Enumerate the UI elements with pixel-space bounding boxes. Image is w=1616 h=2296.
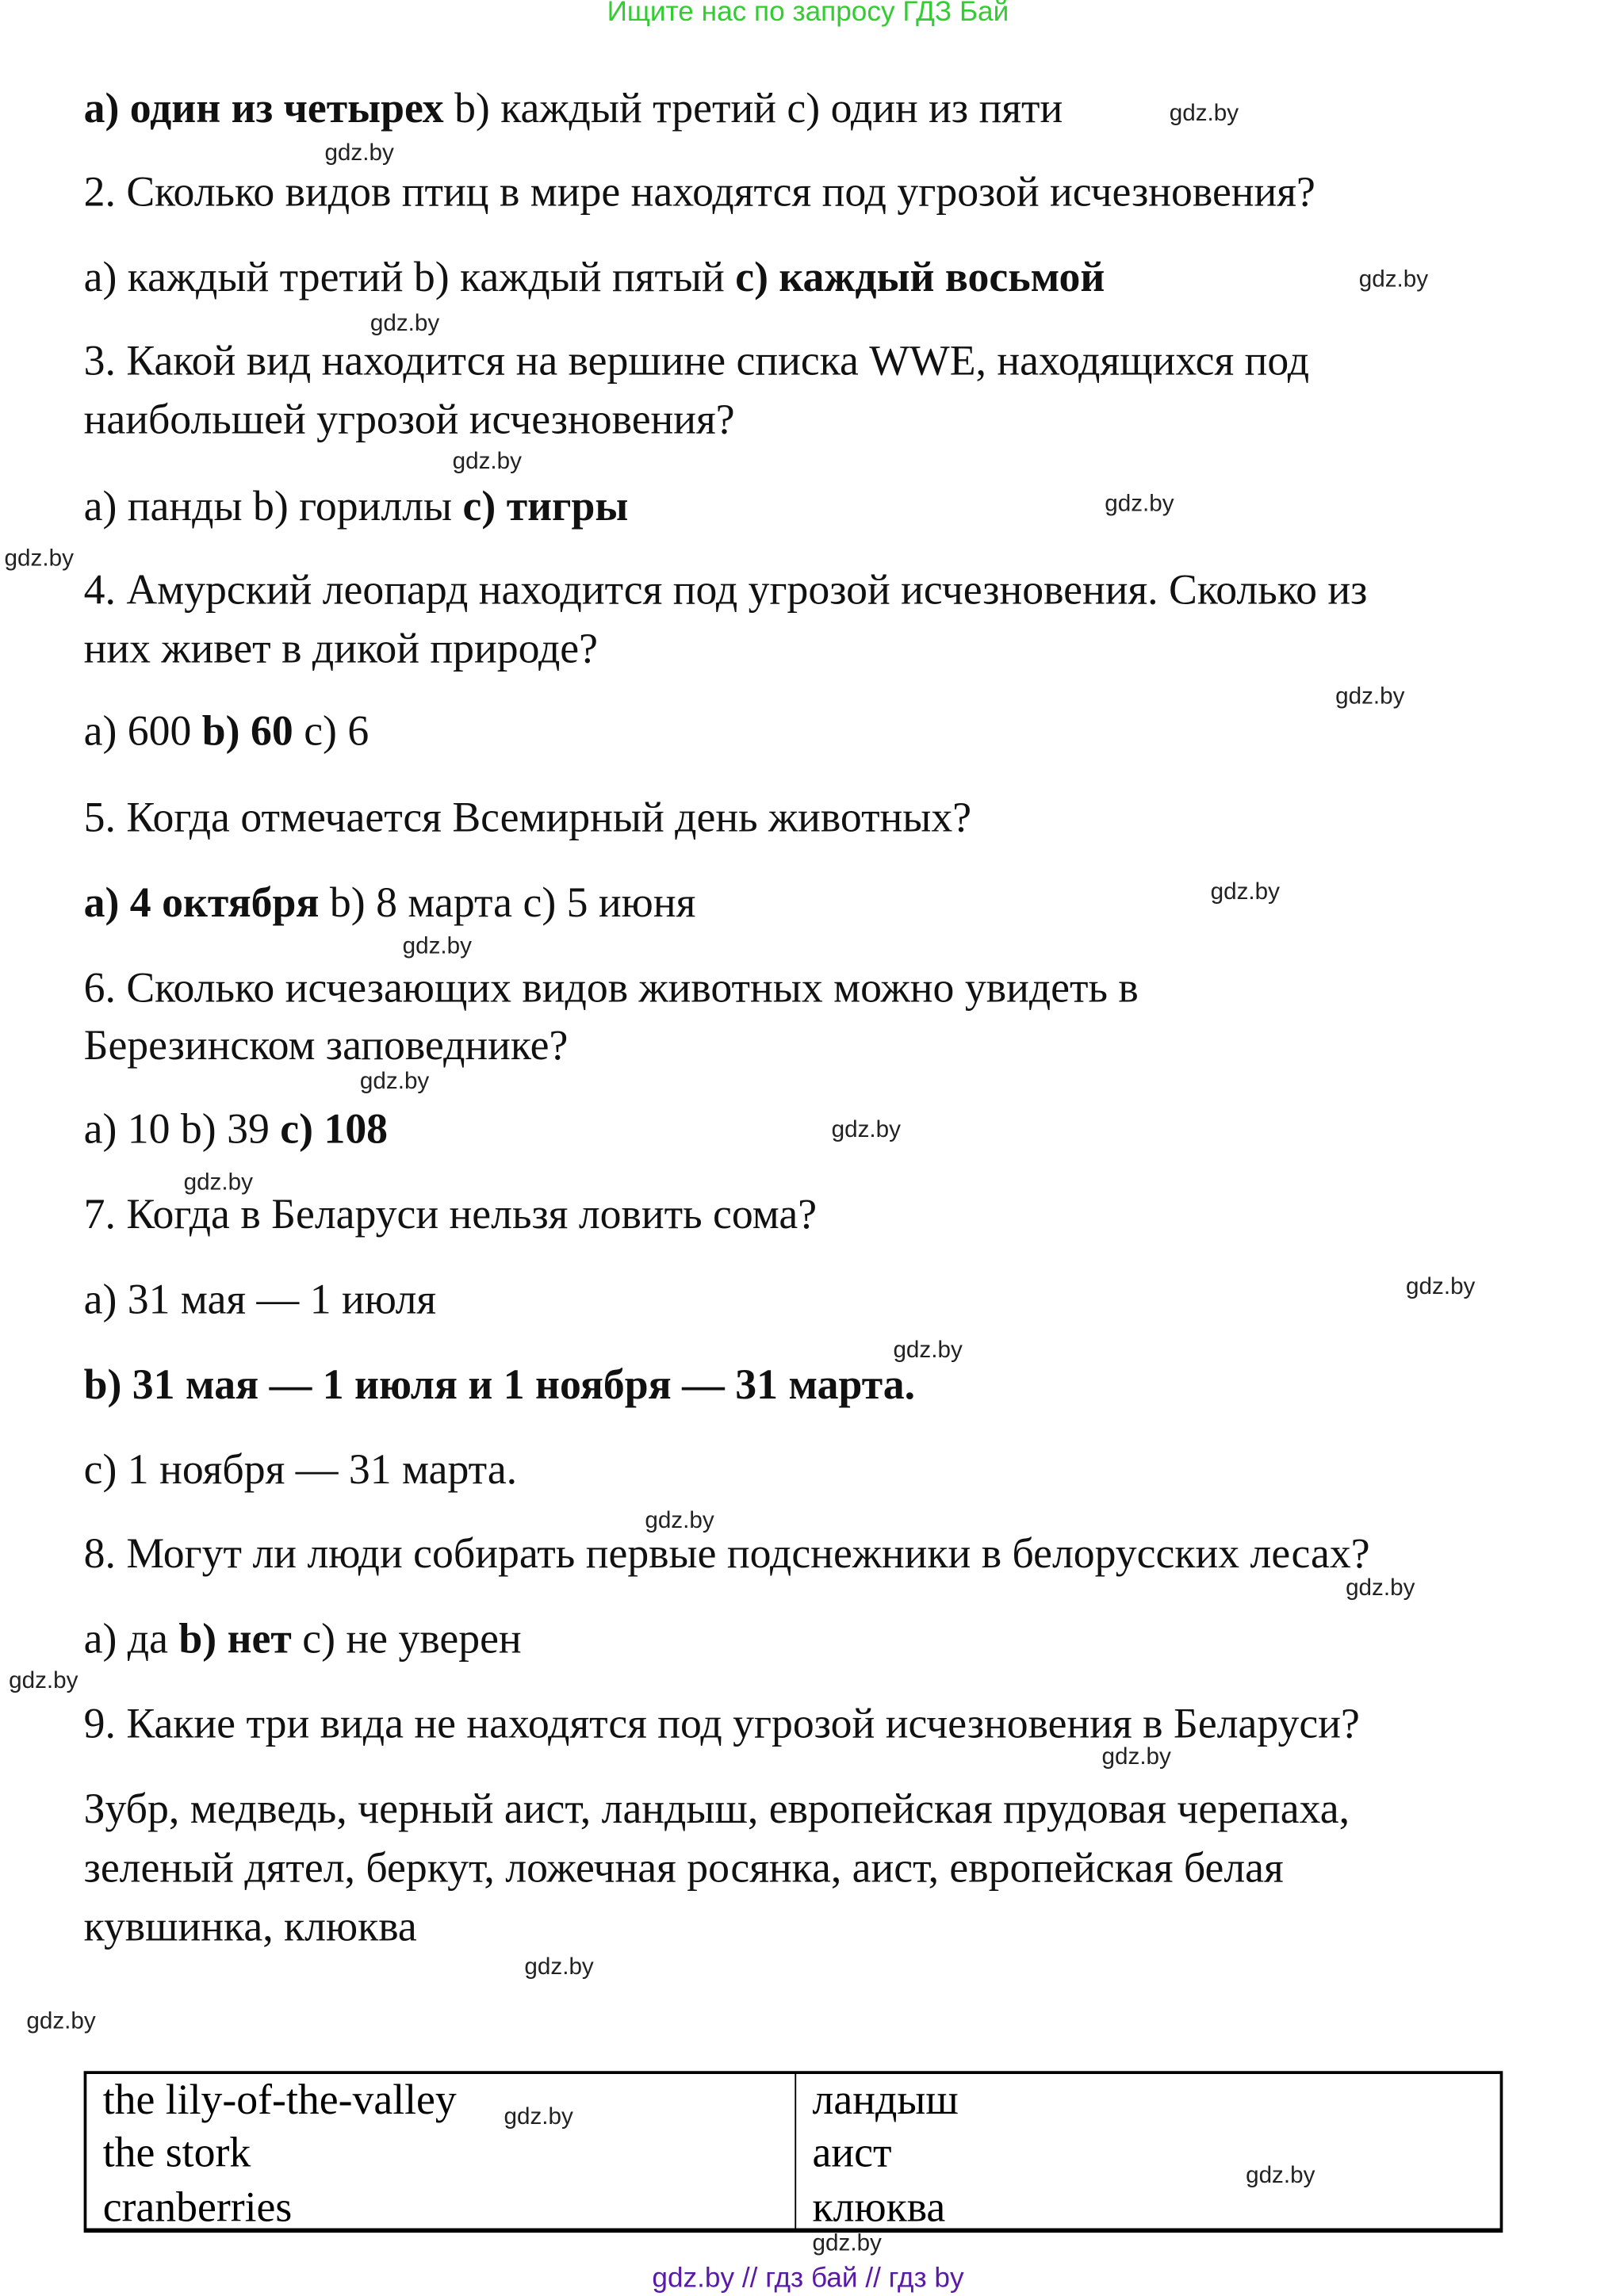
watermark: gdz.by xyxy=(893,1337,963,1364)
watermark: gdz.by xyxy=(1105,492,1174,518)
correct-answer: a) 4 октября xyxy=(83,879,320,928)
text-line xyxy=(84,565,1368,615)
text-segment: a) панды b) гориллы xyxy=(83,483,463,530)
text-line xyxy=(84,1700,1360,1750)
watermark: gdz.by xyxy=(1406,1275,1476,1300)
correct-answer: c) 108 xyxy=(280,1106,389,1154)
text-line xyxy=(84,878,696,928)
text-segment: 8. Могут ли люди собирать первые подснежники в белорусских лесах? xyxy=(83,1530,1370,1578)
watermark: gdz.by xyxy=(324,140,394,166)
watermark: gdz.by xyxy=(370,311,440,337)
text-segment: 2. Сколько видов птиц в мире находятся под угрозой исчезновения? xyxy=(83,169,1315,216)
text-line xyxy=(84,1614,522,1664)
table-cell-ru: аист xyxy=(812,2130,892,2177)
watermark: gdz.by xyxy=(9,1668,79,1694)
text-segment: b) 8 марта c) 5 июня xyxy=(319,879,696,928)
text-segment: 3. Какой вид находится на вершине списка WWE, находящихся под xyxy=(83,338,1310,385)
text-line xyxy=(84,253,1105,303)
text-line xyxy=(84,1021,569,1071)
text-line xyxy=(84,1529,1370,1579)
watermark: gdz.by xyxy=(183,1170,253,1196)
watermark: gdz.by xyxy=(359,1069,430,1095)
watermark: gdz.by xyxy=(26,2009,96,2034)
text-line xyxy=(84,84,1063,134)
text-line xyxy=(84,793,972,843)
watermark: gdz.by xyxy=(452,449,522,475)
watermark: gdz.by xyxy=(1358,267,1429,293)
text-segment: Березинском заповеднике? xyxy=(83,1022,569,1070)
table-column-divider xyxy=(795,2074,796,2229)
correct-answer: b) 31 мая — 1 июля и 1 ноября — 31 марта. xyxy=(83,1361,916,1409)
table-cell-ru: клюква xyxy=(812,2183,946,2232)
text-line xyxy=(84,1104,388,1154)
text-line xyxy=(84,1902,417,1952)
watermark: gdz.by xyxy=(1169,101,1239,127)
text-line xyxy=(84,624,598,674)
watermark: gdz.by xyxy=(1101,1745,1171,1770)
correct-answer: b) 60 xyxy=(201,708,293,756)
watermark: gdz.by xyxy=(524,1954,594,1980)
text-segment: 9. Какие три вида не находятся под угрозой исчезновения в Беларуси? xyxy=(83,1701,1360,1748)
text-line xyxy=(84,963,1139,1013)
text-line xyxy=(84,1843,1284,1893)
text-line xyxy=(84,395,735,445)
correct-answer: c) тигры xyxy=(462,483,629,530)
text-line xyxy=(84,1190,817,1240)
text-line xyxy=(84,336,1309,386)
correct-answer: a) один из четырех xyxy=(83,85,444,132)
text-segment: 7. Когда в Беларуси нельзя ловить сома? xyxy=(83,1191,818,1238)
correct-answer: b) нет xyxy=(178,1615,292,1663)
watermark: gdz.by xyxy=(831,1117,901,1143)
watermark: gdz.by xyxy=(1246,2164,1315,2189)
correct-answer: c) каждый восьмой xyxy=(735,254,1105,301)
watermark: gdz.by xyxy=(1335,684,1405,710)
watermark: gdz.by xyxy=(504,2104,573,2130)
watermark: gdz.by xyxy=(4,546,74,572)
text-line xyxy=(84,167,1315,217)
text-segment: Зубр, медведь, черный аист, ландыш, европейская прудовая черепаха, xyxy=(83,1785,1350,1834)
text-segment: наибольшей угрозой исчезновения? xyxy=(83,396,735,444)
text-segment: c) 6 xyxy=(293,708,370,756)
text-segment: 6. Сколько исчезающих видов животных можно увидеть в xyxy=(83,965,1139,1012)
text-segment: a) да xyxy=(83,1615,179,1663)
footer-links: gdz.by // гдз бай // гдз by xyxy=(652,2263,964,2294)
text-segment: них живет в дикой природе? xyxy=(83,626,598,673)
table-cell-en: the lily-of-the-valley xyxy=(102,2076,457,2125)
text-segment: c) 1 ноября — 31 марта. xyxy=(83,1446,518,1494)
watermark: gdz.by xyxy=(402,934,472,959)
table-cell-ru: ландыш xyxy=(812,2076,959,2125)
watermark: gdz.by xyxy=(812,2231,882,2256)
text-segment: b) каждый третий c) один из пяти xyxy=(443,85,1063,132)
text-segment: 4. Амурский леопард находится под угрозой исчезновения. Сколько из xyxy=(83,567,1368,614)
text-segment: кувшинка, клюква xyxy=(83,1904,417,1951)
text-segment: a) 600 xyxy=(83,708,202,756)
text-segment: a) 31 мая — 1 июля xyxy=(83,1276,437,1324)
text-line xyxy=(84,706,370,756)
text-line xyxy=(84,1445,518,1495)
text-segment: a) каждый третий b) каждый пятый xyxy=(83,254,736,301)
text-line xyxy=(84,1785,1350,1835)
text-line xyxy=(84,482,629,532)
text-line xyxy=(84,1275,437,1325)
text-line xyxy=(84,1360,915,1410)
table-cell-en: cranberries xyxy=(102,2183,293,2232)
text-segment: зеленый дятел, беркут, ложечная росянка, аист, европейская белая xyxy=(83,1844,1284,1892)
text-segment: a) 10 b) 39 xyxy=(83,1106,281,1154)
text-segment: 5. Когда отмечается Всемирный день животных? xyxy=(83,794,972,842)
watermark: gdz.by xyxy=(1346,1575,1415,1601)
watermark: gdz.by xyxy=(645,1508,714,1534)
table-cell-en: the stork xyxy=(102,2130,251,2177)
search-hint-banner: Ищите нас по запросу ГДЗ Бай xyxy=(607,0,1009,29)
text-segment: c) не уверен xyxy=(291,1615,522,1663)
watermark: gdz.by xyxy=(1210,879,1280,905)
